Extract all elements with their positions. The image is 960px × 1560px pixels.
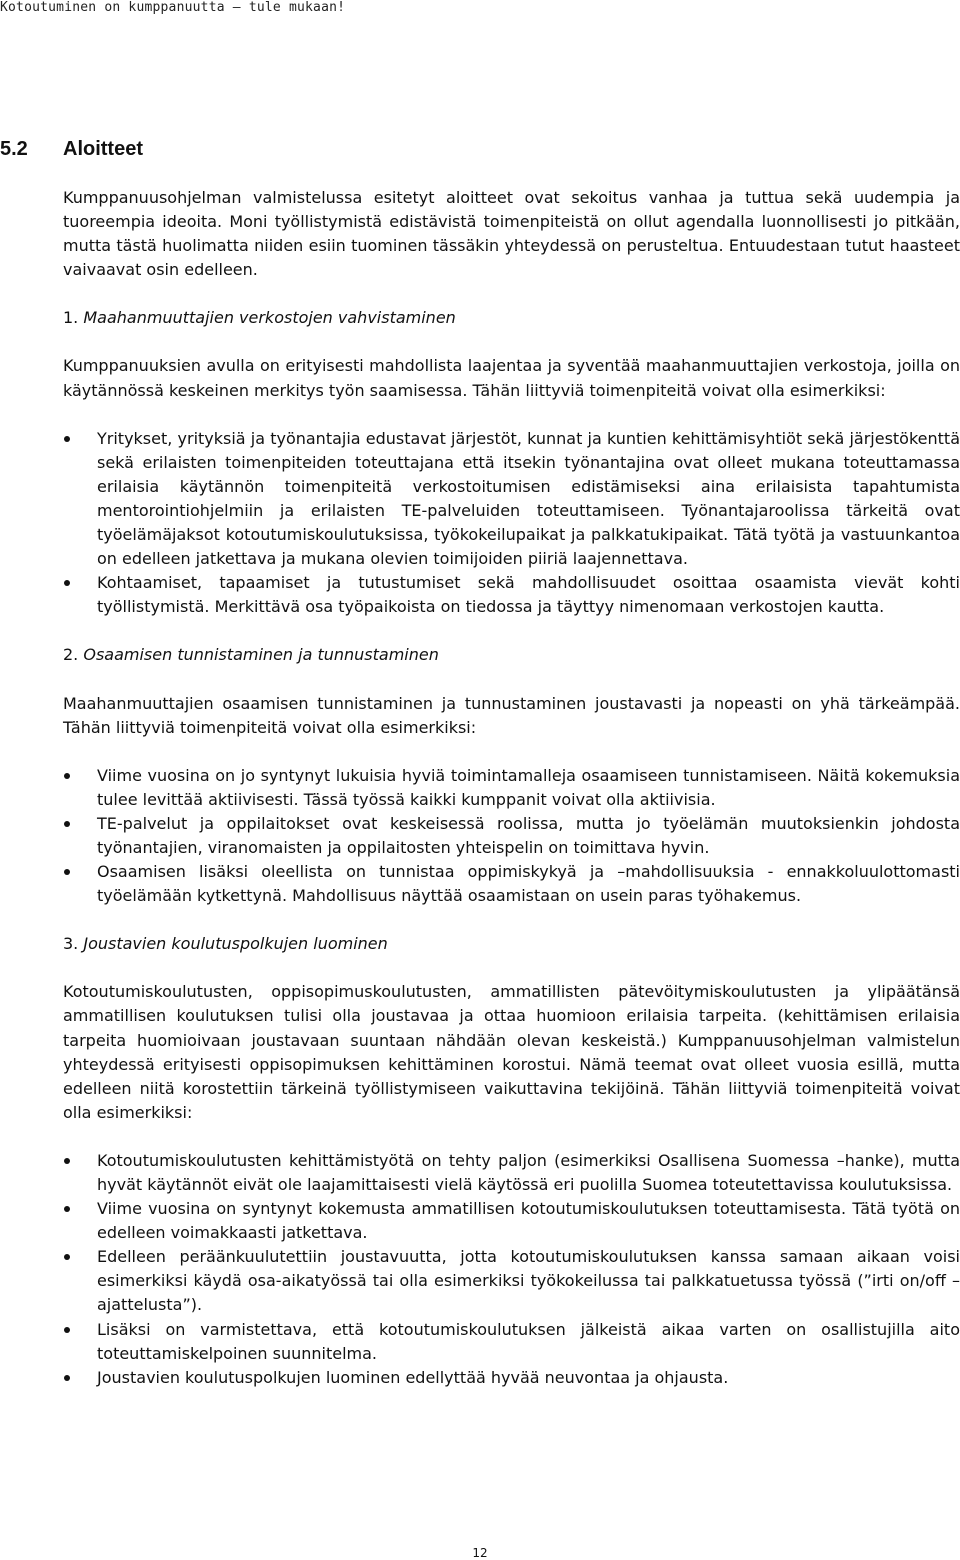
intro-paragraph: Kumppanuusohjelman valmistelussa esitetyt aloitteet ovat sekoitus vanhaa ja tuttua sekä uudempia ja tuoreempia ideoita. Moni työllistymistä edistävistä toimenpiteistä on ollut agendalla luonnollisesti jo pitkään, mutta tästä huolimatta niiden esiin tuominen tässäkin yhteydessä on perusteltua. Entuudestaan tutut haasteet vaivaavat osin edelleen. bbox=[63, 188, 960, 280]
list-item: Joustavien koulutuspolkujen luominen edellyttää hyvää neuvontaa ja ohjausta. bbox=[63, 1366, 960, 1390]
subsection-title: Osaamisen tunnistaminen ja tunnustaminen bbox=[83, 645, 439, 665]
bullet-icon bbox=[64, 1375, 70, 1381]
section-title: Aloitteet bbox=[63, 138, 143, 160]
bullet-icon bbox=[64, 436, 70, 442]
bullet-icon bbox=[64, 869, 70, 875]
subsection-paragraph: Kumppanuuksien avulla on erityisesti mahdollista laajentaa ja syventää maahanmuuttajien verkostoja, joilla on käytännössä keskeinen merkitys työn saamisessa. Tähän liittyviä toimenpiteitä voivat olla esimerkiksi: bbox=[63, 356, 960, 400]
list-item: Kohtaamiset, tapaamiset ja tutustumiset sekä mahdollisuudet osoittaa osaamista vievät kohti työllistymistä. Merkittävä osa työpaikoista on tiedossa ja täyttyy nimenomaan verkostojen kautta. bbox=[63, 571, 960, 619]
subsection-3 bbox=[63, 932, 960, 1390]
section-heading bbox=[0, 138, 143, 161]
list-item: TE-palvelut ja oppilaitokset ovat keskeisessä roolissa, mutta jo työelämän muutoksienkin johdosta työnantajien, viranomaisten ja oppilaitosten yhteispelin on toimittava hyvin. bbox=[63, 812, 960, 860]
bullet-list bbox=[63, 427, 960, 620]
subsection-number: 1. bbox=[63, 308, 79, 328]
list-item: Viime vuosina on jo syntynyt lukuisia hyviä toimintamalleja osaamiseen tunnistamiseen. Näitä kokemuksia tulee levittää aktiivisesti. Tässä työssä kaikki kumppanit voivat olla aktiivisia. bbox=[63, 764, 960, 812]
bullet-icon bbox=[64, 773, 70, 779]
bullet-list bbox=[63, 764, 960, 909]
list-item: Yritykset, yrityksiä ja työnantajia edustavat järjestöt, kunnat ja kuntien kehittämisyhtiöt sekä järjestökenttä sekä erilaisten toimenpiteiden toteuttajana että itsekin työnantajina ovat olleet mukana toteuttamassa erilaisia käytännön toimenpiteitä verkostoitumisen edistämiseksi aina erilaisista tapahtumista mentorointiohjelmiin ja erilaisten TE-palveluiden toteuttamiseen. Työnantajaroolissa tärkeitä ovat työelämäjaksot kotoutumiskoulutuksissa, työkokeilupaikat ja palkkatukipaikat. Tätä työtä ja vastuunkantoa on edelleen jatkettava ja mukana olevien toimijoiden piiriä laajennettava. bbox=[63, 427, 960, 572]
subsection-title: Maahanmuuttajien verkostojen vahvistaminen bbox=[83, 308, 456, 328]
bullet-icon bbox=[64, 1158, 70, 1164]
bullet-icon bbox=[64, 1254, 70, 1260]
bullet-icon bbox=[64, 1206, 70, 1212]
subsection-heading bbox=[63, 643, 960, 667]
list-item: Osaamisen lisäksi oleellista on tunnistaa oppimiskykyä ja –mahdollisuuksia - ennakkoluulottomasti työelämään kytkettynä. Mahdollisuus näyttää osaamistaan on usein paras työhakemus. bbox=[63, 860, 960, 908]
running-header: Kotoutuminen on kumppanuutta – tule mukaan! bbox=[0, 0, 346, 15]
page-number: 12 bbox=[472, 1546, 488, 1560]
subsection-paragraph: Maahanmuuttajien osaamisen tunnistaminen ja tunnustaminen joustavasti ja nopeasti on yhä tärkeämpää. Tähän liittyviä toimenpiteitä voivat olla esimerkiksi: bbox=[63, 693, 960, 737]
subsection-paragraph: Kotoutumiskoulutusten, oppisopimuskoulutusten, ammatillisten pätevöitymiskoulutusten ja ylipäätänsä ammatillisen koulutuksen tulisi olla joustavaa ja ottaa huomioon erilaisia tarpeita. (kehittämisen erilaisia tarpeita huomioivaan joustavaan suuntaan nähdään olevan keskeistä.) Kumppanuusohjelman valmistelun yhteydessä erityisesti oppisopimuksen kehittäminen korostui. Nämä teemat ovat olleet vuosia esillä, mutta edelleen niitä korostettiin tärkeinä työllistymiseen vaikuttavina tekijöinä. Tähän liittyviä toimenpiteitä voivat olla esimerkiksi: bbox=[63, 982, 960, 1122]
subsection-number: 2. bbox=[63, 645, 79, 665]
subsection-2 bbox=[63, 643, 960, 908]
subsection-1 bbox=[63, 306, 960, 619]
document-body bbox=[63, 186, 960, 1414]
bullet-icon bbox=[64, 1327, 70, 1333]
list-item: Kotoutumiskoulutusten kehittämistyötä on tehty paljon (esimerkiksi Osallisena Suomessa –hanke), mutta hyvät käytännöt eivät ole laajamittaisesti vielä käytössä eri puolilla Suomea toteutettavissa koulutuksissa. bbox=[63, 1149, 960, 1197]
subsection-title: Joustavien koulutuspolkujen luominen bbox=[83, 934, 388, 954]
subsection-number: 3. bbox=[63, 934, 79, 954]
list-item: Lisäksi on varmistettava, että kotoutumiskoulutuksen jälkeistä aikaa varten on osallistujilla aito toteuttamiskelpoinen suunnitelma. bbox=[63, 1318, 960, 1366]
bullet-icon bbox=[64, 821, 70, 827]
bullet-list bbox=[63, 1149, 960, 1390]
subsection-heading bbox=[63, 306, 960, 330]
list-item: Edelleen peräänkuulutettiin joustavuutta, jotta kotoutumiskoulutuksen kanssa samaan aikaan voisi esimerkiksi käydä osa-aikatyössä tai olla esimerkiksi työkokeilussa tai palkkatuetussa työssä (”irti on/off –ajattelusta”). bbox=[63, 1245, 960, 1317]
bullet-icon bbox=[64, 580, 70, 586]
subsection-heading bbox=[63, 932, 960, 956]
list-item: Viime vuosina on syntynyt kokemusta ammatillisen kotoutumiskoulutuksen toteuttamisesta. Tätä työtä on edelleen voimakkaasti jatkettava. bbox=[63, 1197, 960, 1245]
section-number: 5.2 bbox=[0, 138, 28, 160]
